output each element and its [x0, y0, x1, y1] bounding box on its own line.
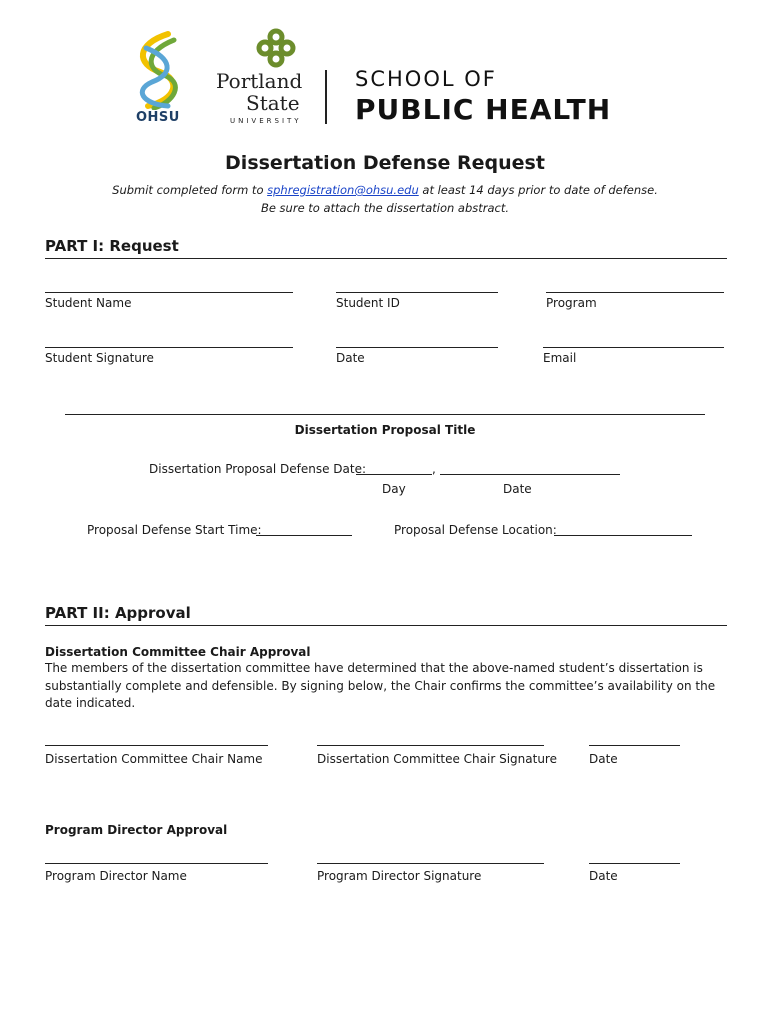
logo-divider: [325, 70, 327, 124]
public-health-text: PUBLIC HEALTH: [355, 93, 612, 126]
defense-date-comma: ,: [432, 462, 436, 476]
ohsu-helix-icon: [128, 30, 190, 110]
part2-rule: [45, 625, 727, 626]
registration-email-link[interactable]: sphregistration@ohsu.edu: [267, 183, 419, 197]
student-signature-label: Student Signature: [45, 351, 154, 365]
instructions-prefix: Submit completed form to: [112, 183, 268, 197]
student-signature-field[interactable]: [45, 347, 293, 348]
director-signature-label: Program Director Signature: [317, 869, 482, 883]
chair-approval-heading: Dissertation Committee Chair Approval: [45, 645, 311, 659]
director-date-field[interactable]: [589, 863, 680, 864]
chair-name-label: Dissertation Committee Chair Name: [45, 752, 263, 766]
student-id-label: Student ID: [336, 296, 400, 310]
instructions-line1: [0, 183, 770, 197]
psu-logo-line1: Portland: [216, 69, 303, 93]
part1-rule: [45, 258, 727, 259]
day-label: Day: [382, 482, 406, 496]
proposal-title-field[interactable]: [65, 414, 705, 415]
program-field[interactable]: [546, 292, 724, 293]
psu-logo-line3: UNIVERSITY: [230, 117, 302, 125]
director-approval-heading: Program Director Approval: [45, 823, 228, 837]
student-id-field[interactable]: [336, 292, 498, 293]
psu-knot-icon: [256, 28, 296, 68]
ohsu-logo-text: OHSU: [136, 110, 180, 125]
chair-approval-paragraph: The members of the dissertation committee have determined that the above-named student’s dissertation is substantially complete and defensible. By signing below, the Chair confirms the committee’s availability on the date indicated.: [45, 661, 716, 710]
chair-signature-field[interactable]: [317, 745, 544, 746]
student-name-label: Student Name: [45, 296, 132, 310]
instructions-line2: Be sure to attach the dissertation abstract.: [260, 201, 510, 215]
defense-date-label: Dissertation Proposal Defense Date:: [149, 462, 367, 476]
director-name-field[interactable]: [45, 863, 268, 864]
location-field[interactable]: [554, 535, 692, 536]
chair-signature-label: Dissertation Committee Chair Signature: [317, 752, 557, 766]
program-label: Program: [546, 296, 597, 310]
ohsu-logo: [128, 30, 190, 130]
director-signature-field[interactable]: [317, 863, 544, 864]
student-name-field[interactable]: [45, 292, 293, 293]
start-time-field[interactable]: [256, 535, 352, 536]
psu-logo-line2: State: [246, 91, 300, 115]
part2-heading: PART II: Approval: [45, 604, 191, 622]
proposal-title-label: Dissertation Proposal Title: [294, 423, 476, 437]
start-time-label: Proposal Defense Start Time:: [87, 523, 262, 537]
chair-name-field[interactable]: [45, 745, 268, 746]
director-date-label: Date: [589, 869, 618, 883]
psu-logo: [212, 28, 312, 128]
defense-day-field[interactable]: [356, 474, 432, 475]
email-label: Email: [543, 351, 577, 365]
location-label: Proposal Defense Location:: [394, 523, 557, 537]
date-sub-label: Date: [503, 482, 532, 496]
email-field[interactable]: [543, 347, 724, 348]
date-field[interactable]: [336, 347, 498, 348]
chair-date-label: Date: [589, 752, 618, 766]
date-label: Date: [336, 351, 365, 365]
school-of-text: SCHOOL OF: [355, 67, 497, 91]
director-name-label: Program Director Name: [45, 869, 187, 883]
page-title: Dissertation Defense Request: [225, 152, 545, 174]
instructions-suffix: at least 14 days prior to date of defense.: [418, 183, 658, 197]
chair-date-field[interactable]: [589, 745, 680, 746]
defense-date-field[interactable]: [440, 474, 620, 475]
part1-heading: PART I: Request: [45, 237, 179, 255]
